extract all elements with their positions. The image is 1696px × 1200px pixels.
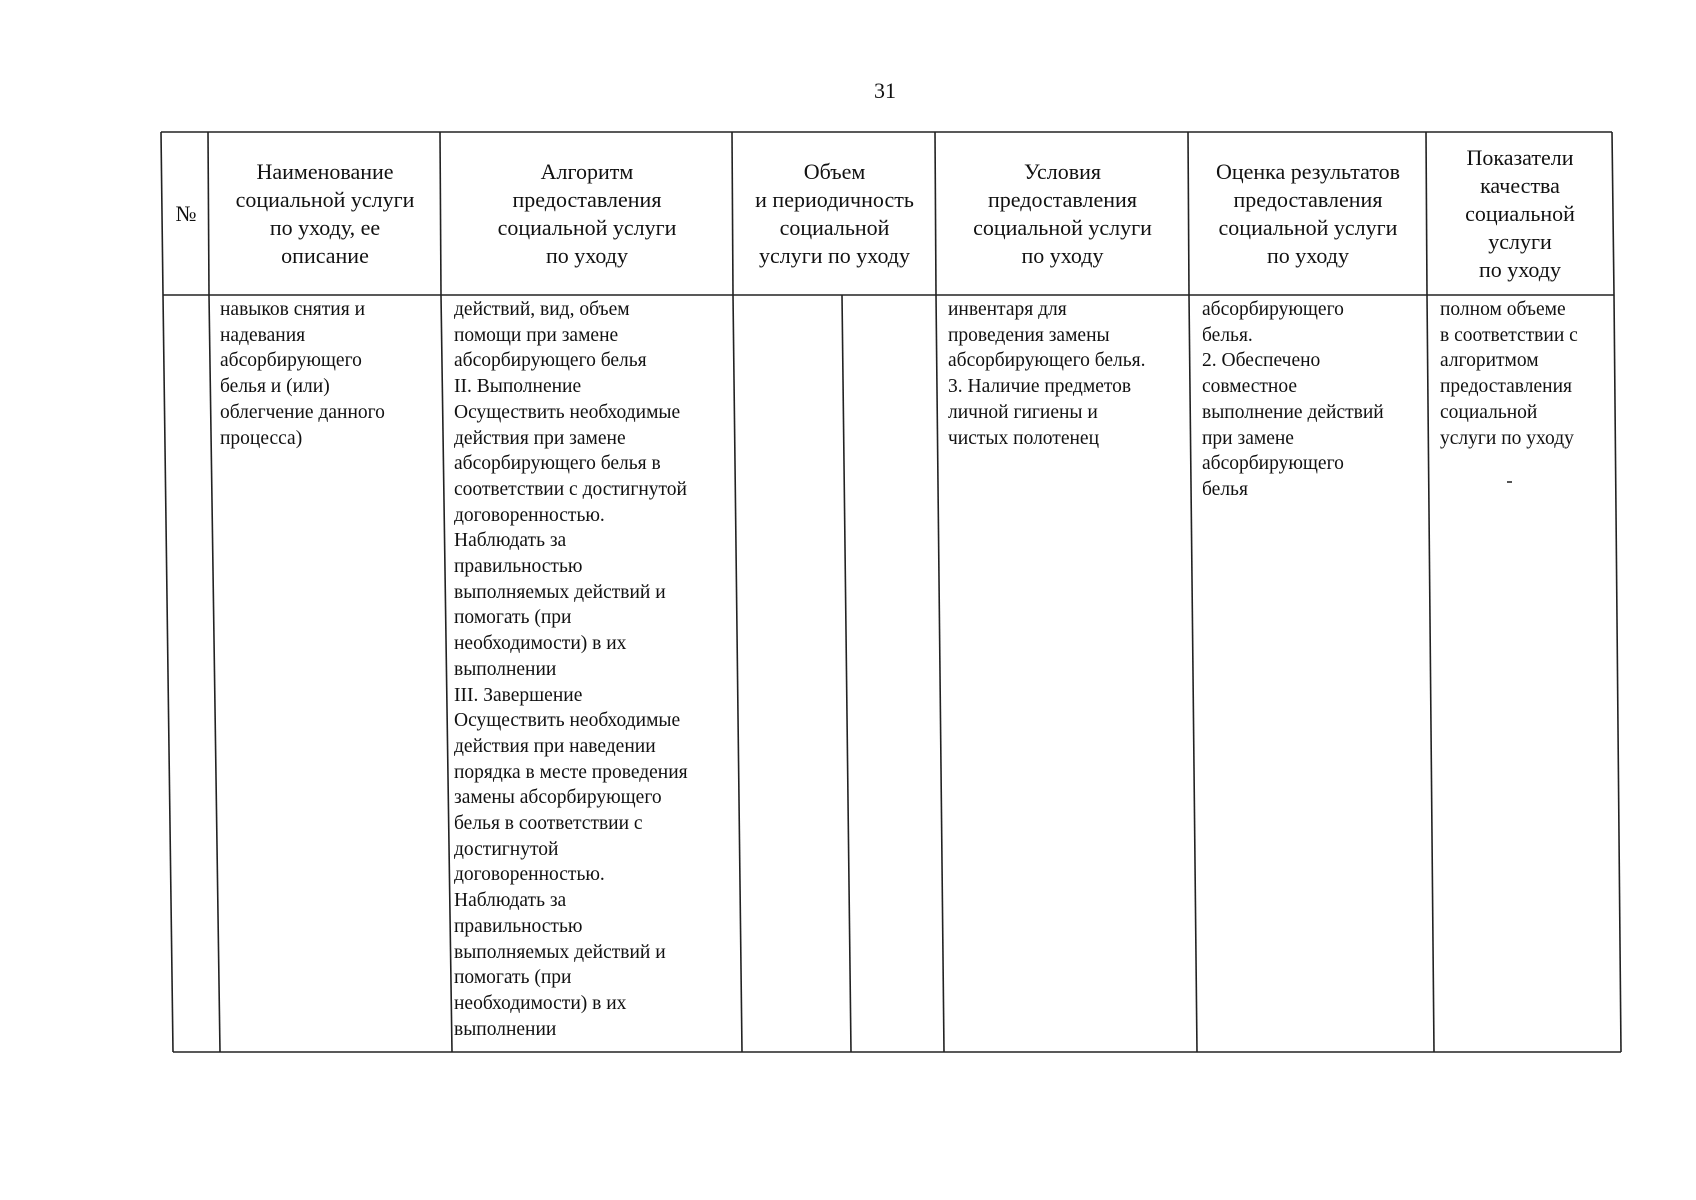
header-quality: Показатели качества социальной услуги по уходу xyxy=(1465,145,1575,282)
body-vline-1 xyxy=(209,295,220,1052)
header-vline-5 xyxy=(1188,132,1189,295)
page-number: 31 xyxy=(874,78,896,103)
body-vline-4 xyxy=(936,295,944,1052)
header-number: № xyxy=(175,201,197,226)
header-service-name: Наименование социальной услуги по уходу, ее описание xyxy=(235,159,415,268)
row-service-name: навыков снятия и надевания абсорбирующего белья и (или) облегчение данного процесса) xyxy=(220,299,385,449)
row-evaluation: абсорбирующего белья. 2. Обеспечено совместное выполнение действий при замене абсорбирующего белья xyxy=(1202,299,1384,500)
row-algorithm: действий, вид, объем помощи при замене абсорбирующего белья II. Выполнение Осуществить необходимые действия при замене абсорбирующего белья в соответствии с достигнутой договоренностью. Наблюдать за правильностью выполняемых действий и помогать (при необходимости) в их выполнении III. Завершение Осуществить необходимые действия при наведении порядка в месте проведения замены абсорбирующего белья в соответствии с достигнутой договоренностью. Наблюдать за правильностью выполняемых действий и помогать (при необходимости) в их выполнении xyxy=(454,299,688,1040)
row-quality: полном объеме в соответствии с алгоритмом предоставления социальной услуги по уходу xyxy=(1440,299,1578,449)
body-vline-5 xyxy=(1189,295,1197,1052)
header-vline-4 xyxy=(935,132,936,295)
header-conditions: Условия предоставления социальной услуги по уходу xyxy=(973,159,1152,268)
body-vline-6 xyxy=(1427,295,1434,1052)
scan-mark xyxy=(1507,481,1512,483)
body-vline-3 xyxy=(733,295,742,1052)
header-volume-periodicity: Объем и периодичность социальной услуги по уходу xyxy=(755,159,914,268)
body-vline-3b xyxy=(842,295,851,1052)
header-vline-2 xyxy=(440,132,441,295)
header-vline-3 xyxy=(732,132,733,295)
header-evaluation: Оценка результатов предоставления социальной услуги по уходу xyxy=(1215,159,1401,268)
header-algorithm: Алгоритм предоставления социальной услуги по уходу xyxy=(497,159,677,268)
header-vline-6 xyxy=(1426,132,1427,295)
body-vline-2 xyxy=(441,295,452,1052)
header-vline-7 xyxy=(1612,132,1614,295)
row-conditions: инвентаря для проведения замены абсорбирующего белья. 3. Наличие предметов личной гигиены и чистых полотенец xyxy=(948,299,1146,449)
body-vline-0 xyxy=(163,295,173,1052)
